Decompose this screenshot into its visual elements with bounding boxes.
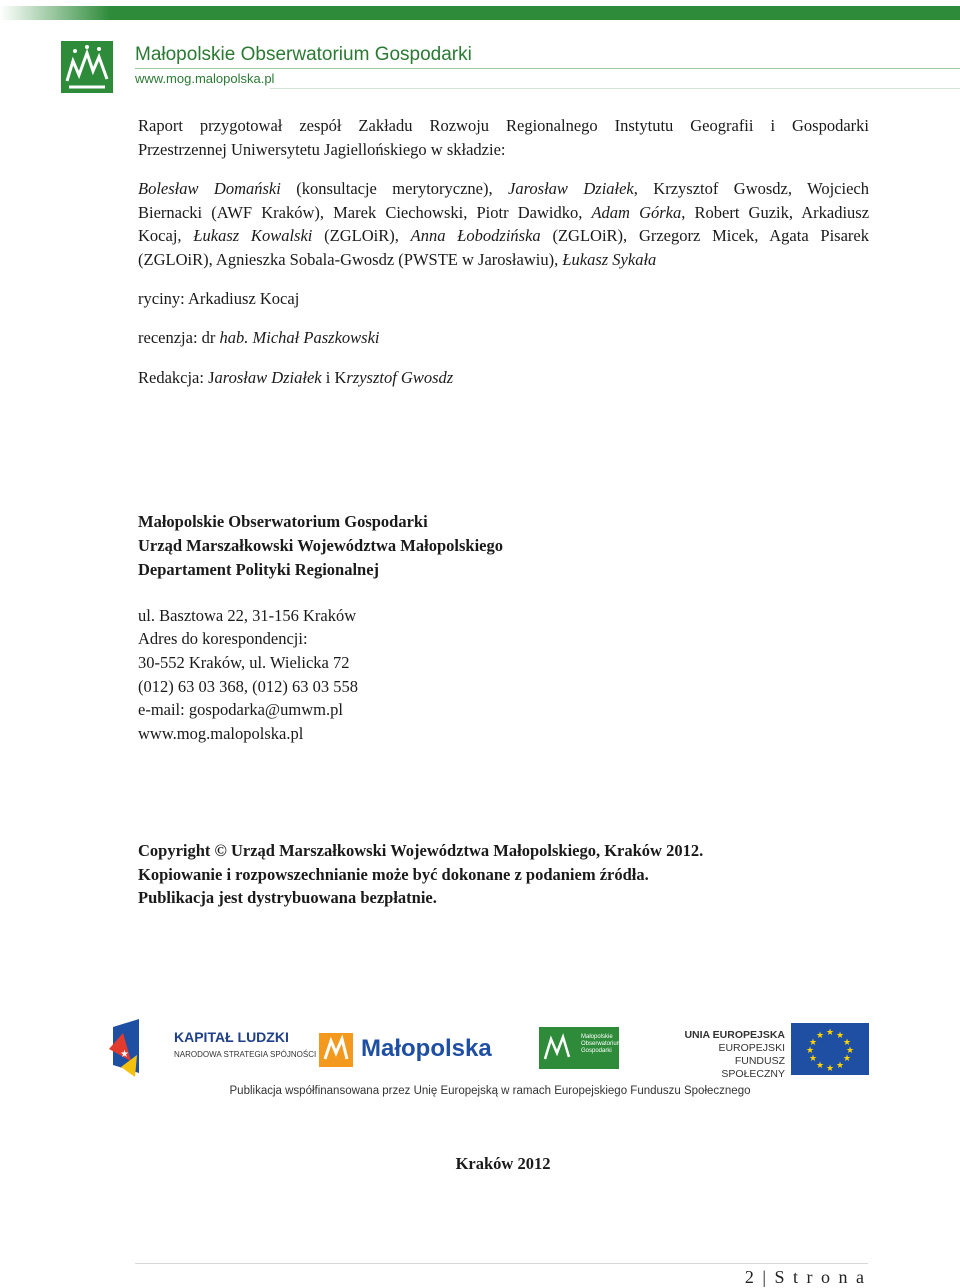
header-title: Małopolskie Obserwatorium Gospodarki (135, 44, 472, 65)
svg-text:★: ★ (843, 1038, 852, 1048)
eu-line: FUNDUSZ SPOŁECZNY (721, 1055, 785, 1080)
mog-small-line: Małopolskie (581, 1034, 613, 1040)
editor-credit (138, 366, 869, 390)
author-text: (ZGLOiR), (312, 226, 411, 245)
intro-line-1: Raport przygotował zespół Zakładu Rozwoju Regionalnego Instytutu Geografii i Gospodarki (138, 116, 869, 135)
eu-line: UNIA EUROPEJSKA (684, 1029, 785, 1041)
svg-text:★: ★ (846, 1046, 855, 1056)
funding-logos (105, 1015, 875, 1105)
author-text: (konsultacje merytoryczne), (280, 179, 509, 198)
header-divider-2 (270, 88, 960, 89)
author-text: , Robert Guzik, Arkadiusz (681, 203, 870, 222)
copyright-line-1: Copyright © Urząd Marszałkowski Województwa Małopolskiego, Kraków 2012. (138, 841, 704, 860)
authors-line-3 (138, 224, 869, 248)
eu-flag-icon (791, 1023, 869, 1075)
eu-text (675, 1029, 785, 1081)
author-name: Anna Łobodzińska (410, 226, 541, 245)
authors-line-2 (138, 201, 869, 225)
figures-credit: ryciny: Arkadiusz Kocaj (138, 289, 300, 308)
editor-name: rzysztof Gwosdz (346, 368, 454, 387)
address-email[interactable]: e-mail: gospodarka@umwm.pl (138, 700, 343, 719)
header-divider (135, 68, 960, 69)
address-website[interactable]: www.mog.malopolska.pl (138, 724, 304, 743)
copyright-line-2: Kopiowanie i rozpowszechnianie może być dokonane z podaniem źródła. (138, 865, 649, 884)
address-line-2: Adres do korespondencji: (138, 629, 308, 648)
author-text: Kocaj, (138, 226, 194, 245)
svg-text:★: ★ (120, 1049, 129, 1060)
intro-line-2: Przestrzennej Uniwersytetu Jagiellońskiego w składzie: (138, 140, 506, 159)
reviewer-name: hab. Michał Paszkowski (219, 328, 380, 347)
page-number-sep: | (755, 1267, 775, 1287)
kapital-ludzki-logo-icon (109, 1019, 139, 1077)
svg-text:★: ★ (826, 1064, 835, 1074)
editor-mid: i K (321, 368, 347, 387)
kl-subtitle: NARODOWA STRATEGIA SPÓJNOŚCI (174, 1050, 317, 1059)
header-url[interactable]: www.mog.malopolska.pl (135, 71, 275, 86)
malopolska-wordmark: Małopolska (361, 1035, 492, 1062)
publisher-line-1: Małopolskie Obserwatorium Gospodarki (138, 512, 428, 531)
kl-title: KAPITAŁ LUDZKI (174, 1029, 289, 1045)
copyright-line-3: Publikacja jest dystrybuowana bezpłatnie. (138, 888, 437, 907)
authors-line-1 (138, 177, 869, 201)
authors-line-4 (138, 248, 869, 272)
author-name: Adam Górka (591, 203, 682, 222)
svg-text:★: ★ (809, 1054, 818, 1064)
author-text: (ZGLOiR), Agnieszka Sobala-Gwosdz (PWSTE w Jarosławiu), (138, 250, 563, 269)
author-text: , Krzysztof Gwosdz, Wojciech (633, 179, 869, 198)
author-name: Łukasz Sykała (562, 250, 657, 269)
svg-text:★: ★ (836, 1031, 845, 1041)
mog-logo-icon (61, 41, 113, 93)
address-phone: (012) 63 03 368, (012) 63 03 558 (138, 677, 358, 696)
cofinance-note: Publikacja współfinansowana przez Unię Europejską w ramach Europejskiego Funduszu Społecznego (229, 1085, 751, 1097)
author-name: Łukasz Kowalski (193, 226, 313, 245)
header-band (0, 0, 960, 22)
mog-small-line: Obserwatorium (581, 1041, 622, 1047)
page-number (745, 1267, 866, 1288)
svg-text:★: ★ (816, 1061, 825, 1071)
review-credit (138, 326, 869, 350)
svg-text:★: ★ (806, 1046, 815, 1056)
place-year: Kraków 2012 (455, 1154, 551, 1173)
publisher-line-2: Urząd Marszałkowski Województwa Małopolskiego (138, 536, 503, 555)
mog-small-text (581, 1034, 622, 1055)
svg-text:★: ★ (826, 1028, 835, 1038)
address-line-3: 30-552 Kraków, ul. Wielicka 72 (138, 653, 350, 672)
publisher-line-3: Departament Polityki Regionalnej (138, 560, 380, 579)
address-line-1: ul. Basztowa 22, 31-156 Kraków (138, 606, 357, 625)
svg-text:★: ★ (843, 1054, 852, 1064)
svg-text:★: ★ (836, 1061, 845, 1071)
footer-divider (135, 1263, 868, 1264)
editor-name: arosław Działek (214, 368, 322, 387)
page-number-value: 2 (744, 1267, 756, 1287)
author-text: Biernacki (AWF Kraków), Marek Ciechowski, Piotr Dawidko, (138, 203, 592, 222)
svg-text:★: ★ (809, 1038, 818, 1048)
review-prefix: recenzja: dr (138, 328, 220, 347)
page-word: S t r o n a (774, 1267, 866, 1287)
eu-line: EUROPEJSKI (718, 1042, 785, 1054)
editor-prefix: Redakcja: J (138, 368, 215, 387)
mog-small-line: Gospodarki (581, 1048, 612, 1054)
author-text: (ZGLOiR), Grzegorz Micek, Agata Pisarek (540, 226, 869, 245)
author-name: Jarosław Działek (508, 179, 634, 198)
svg-text:★: ★ (816, 1031, 825, 1041)
author-name: Bolesław Domański (138, 179, 281, 198)
